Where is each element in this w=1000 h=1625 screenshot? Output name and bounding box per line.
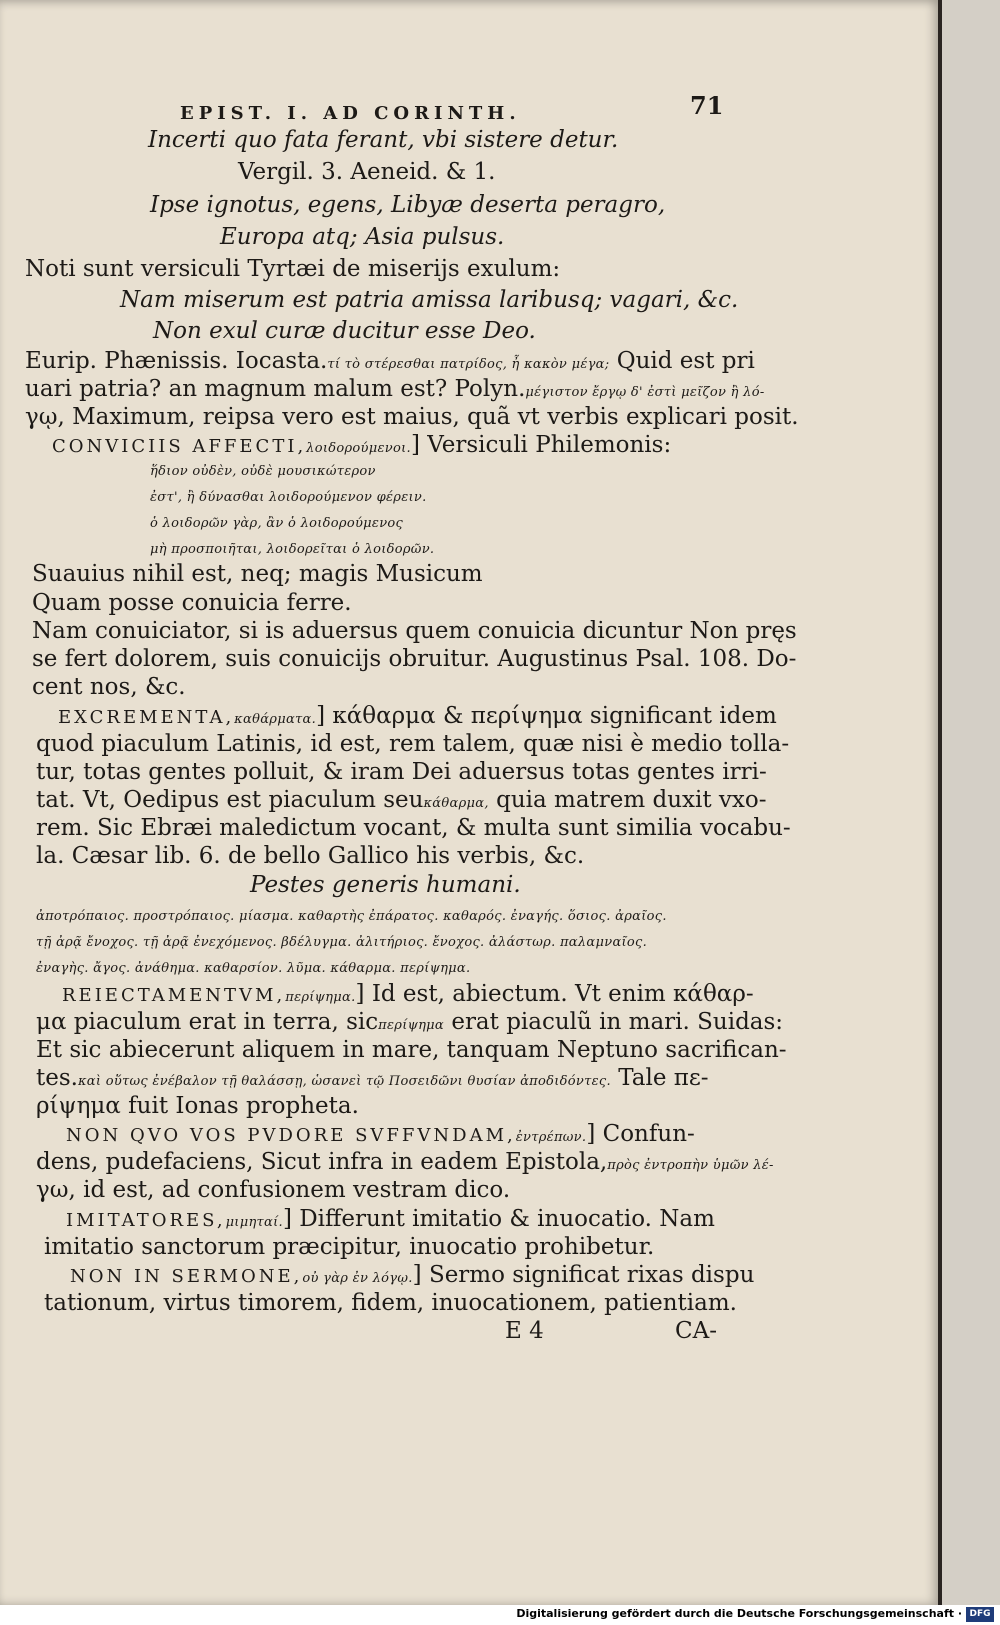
- text-line: [66, 1206, 715, 1236]
- line-text: Vergil. 3. Aeneid. & 1.: [238, 159, 496, 185]
- text-line: [153, 318, 536, 345]
- text-line: [36, 759, 767, 786]
- text-line: [62, 981, 754, 1011]
- line-text: τῇ ἀρᾷ ἔνοχος. τῇ ἀρᾷ ἐνεχόμενος. βδέλυγμα. ἀλιτήριος. ἔνοχος. ἀλάστωρ. παλαμναῖος.: [36, 935, 648, 950]
- line-text-continued: ] Id est, abiectum. Vt enim κάθαρ-: [355, 981, 754, 1007]
- line-text-continued: quia matrem duxit vxo-: [488, 787, 767, 813]
- text-line: [238, 159, 496, 186]
- text-line: [44, 1234, 654, 1261]
- line-text-continued: ] κάθαρμα & περίψημα significant idem: [316, 703, 777, 729]
- text-line: [36, 815, 791, 842]
- text-line: [36, 843, 584, 870]
- text-line: [36, 929, 647, 956]
- greek-text: πρὸς ἐντροπὴν ὑμῶν λέ-: [607, 1158, 774, 1173]
- line-text: se fert dolorem, suis conuicijs obruitur. Augustinus Psal. 108. Do-: [32, 646, 797, 672]
- line-text: Pestes generis humani.: [250, 872, 521, 898]
- line-text: CONVICIIS AFFECTI,: [52, 436, 307, 457]
- text-line: [25, 256, 560, 283]
- line-text: ἀποτρόπαιος. προστρόπαιος. μίασμα. καθαρτὴς ἐπάρατος. καθαρός. ἐναγής. ὅσιος. ἀραῖος.: [36, 909, 667, 924]
- line-text-continued: ] Sermo significat rixas dispu: [412, 1262, 755, 1288]
- line-text: tes.: [36, 1065, 78, 1091]
- text-line: [36, 955, 470, 982]
- footer-bar: [0, 1605, 1000, 1625]
- greek-text: τί τὸ στέρεσθαι πατρίδος, ἦ κακὸν μέγα;: [327, 357, 610, 372]
- greek-text: καὶ οὕτως ἐνέβαλον τῇ θαλάσσῃ, ὡσανεὶ τῷ Ποσειδῶνι θυσίαν ἀποδιδόντες.: [77, 1074, 611, 1089]
- line-text: γω, id est, ad confusionem vestram dico.: [36, 1177, 511, 1203]
- text-line: [150, 484, 427, 511]
- line-text: ἥδιον οὐδὲν, οὐδὲ μουσικώτερον: [150, 464, 376, 479]
- text-line: [36, 903, 667, 930]
- line-text: IMITATORES,: [66, 1210, 226, 1231]
- running-title: EPIST. I. AD CORINTH.: [180, 103, 521, 124]
- text-line: [32, 561, 483, 588]
- line-text: ὁ λοιδορῶν γὰρ, ἂν ὁ λοιδορούμενος: [150, 516, 404, 531]
- text-line: [66, 1121, 695, 1151]
- text-line: [32, 618, 797, 645]
- text-line: [32, 646, 796, 673]
- text-line: [150, 192, 665, 219]
- line-text: tur, totas gentes polluit, & iram Dei aduersus totas gentes irri-: [36, 759, 767, 785]
- text-line: [150, 510, 403, 537]
- line-text: tat. Vt, Oedipus est piaculum seu: [36, 787, 424, 813]
- line-text: NON QVO VOS PVDORE SVFFVNDAM,: [66, 1125, 516, 1146]
- line-text: imitatio sanctorum præcipitur, inuocatio prohibetur.: [44, 1234, 655, 1260]
- dfg-logo: DFG: [966, 1607, 994, 1622]
- text-line: [36, 1149, 774, 1179]
- text-line: [36, 1065, 709, 1095]
- greek-text: κάθαρμα,: [423, 796, 489, 811]
- line-text: cent nos, &c.: [32, 674, 186, 700]
- line-text: Nam conuiciator, si is aduersus quem conuicia dicuntur Non pręs: [32, 618, 797, 644]
- line-text: Nam miserum est patria amissa laribusq; vagari, &c.: [120, 287, 739, 313]
- text-line: [32, 674, 186, 701]
- footer-credit: Digitalisierung gefördert durch die Deutsche Forschungsgemeinschaft ·: [516, 1607, 962, 1620]
- greek-text: ἐντρέπων.: [515, 1130, 587, 1145]
- line-text-continued: Tale πε-: [610, 1065, 709, 1091]
- line-text: Noti sunt versiculi Tyrtæi de miserijs exulum:: [25, 256, 561, 282]
- text-line: [32, 590, 352, 617]
- line-text-continued: Quid est pri: [609, 348, 755, 374]
- line-text: NON IN SERMONE,: [70, 1266, 303, 1287]
- text-line: [250, 872, 521, 899]
- greek-text: μέγιστον ἔργῳ δ' ἐστὶ μεῖζον ἢ λό-: [525, 385, 765, 400]
- text-line: [36, 731, 789, 758]
- line-text: Et sic abiecerunt aliquem in mare, tanquam Neptuno sacrifican-: [36, 1037, 787, 1063]
- text-line: [36, 1037, 787, 1064]
- text-line: [36, 1009, 783, 1039]
- line-text: quod piaculum Latinis, id est, rem talem, quæ nisi è medio tolla-: [36, 731, 790, 757]
- text-line: [36, 787, 767, 817]
- line-text: uari patria? an magnum malum est? Polyn.: [25, 376, 526, 402]
- page-number: 71: [690, 91, 724, 120]
- line-text-continued: ] Versiculi Philemonis:: [410, 432, 672, 458]
- line-text: ἐστ', ἢ δύνασθαι λοιδορούμενον φέρειν.: [150, 490, 427, 505]
- text-line: [58, 703, 777, 733]
- line-text: EXCREMENTA,: [58, 707, 235, 728]
- greek-text: λοιδορούμενοι.: [306, 441, 411, 456]
- line-text: μὴ προσποιῆται, λοιδορεῖται ὁ λοιδορῶν.: [150, 542, 435, 557]
- page-edge: [938, 0, 942, 1605]
- line-text-continued: erat piaculũ in mari. Suidas:: [444, 1009, 784, 1035]
- line-text: Incerti quo fata ferant, vbi sistere detur.: [148, 127, 619, 153]
- line-text: Eurip. Phænissis. Iocasta.: [25, 348, 328, 374]
- text-line: [150, 458, 376, 485]
- line-text: ἐναγὴς. ἄγος. ἀνάθημα. καθαρσίον. λῦμα. κάθαρμα. περίψημα.: [36, 961, 471, 976]
- line-text: γῳ, Maximum, reipsa vero est maius, quã vt verbis explicari posit.: [25, 404, 799, 430]
- text-line: [36, 1177, 510, 1204]
- line-text-continued: ] Confun-: [586, 1121, 695, 1147]
- line-text: Ipse ignotus, egens, Libyæ deserta peragro,: [150, 192, 666, 218]
- text-line: [220, 224, 504, 251]
- text-line: [36, 1093, 359, 1120]
- greek-text: περίψημα.: [285, 990, 356, 1005]
- line-text-continued: ] Differunt imitatio & inuocatio. Nam: [282, 1206, 715, 1232]
- text-line: [25, 376, 765, 406]
- line-text: Europa atq; Asia pulsus.: [220, 224, 505, 250]
- line-text: μα piaculum erat in terra, sic: [36, 1009, 379, 1035]
- greek-text: καθάρματα.: [234, 712, 317, 727]
- text-line: [25, 404, 799, 431]
- text-line: [120, 287, 738, 314]
- line-text: Quam posse conuicia ferre.: [32, 590, 352, 616]
- greek-text: μιμηταί.: [225, 1215, 283, 1230]
- text-line: [148, 127, 618, 154]
- line-text: tationum, virtus timorem, fidem, inuocationem, patientiam.: [44, 1290, 737, 1316]
- line-text: Suauius nihil est, neq; magis Musicum: [32, 561, 483, 587]
- greek-text: περίψημα: [378, 1018, 445, 1033]
- line-text: ρίψημα fuit Ionas propheta.: [36, 1093, 359, 1119]
- line-text: dens, pudefaciens, Sicut infra in eadem Epistola,: [36, 1149, 608, 1175]
- line-text: la. Cæsar lib. 6. de bello Gallico his verbis, &c.: [36, 843, 585, 869]
- catchword: CA-: [675, 1318, 717, 1344]
- greek-text: οὐ γὰρ ἐν λόγῳ.: [302, 1271, 413, 1286]
- signature-mark: E 4: [505, 1318, 544, 1344]
- text-line: [44, 1290, 737, 1317]
- line-text: Non exul curæ ducitur esse Deo.: [153, 318, 536, 344]
- text-line: [70, 1262, 754, 1292]
- line-text: rem. Sic Ebræi maledictum vocant, & multa sunt similia vocabu-: [36, 815, 791, 841]
- text-line: [25, 348, 755, 378]
- line-text: REIECTAMENTVM,: [62, 985, 286, 1006]
- text-line: [150, 536, 434, 563]
